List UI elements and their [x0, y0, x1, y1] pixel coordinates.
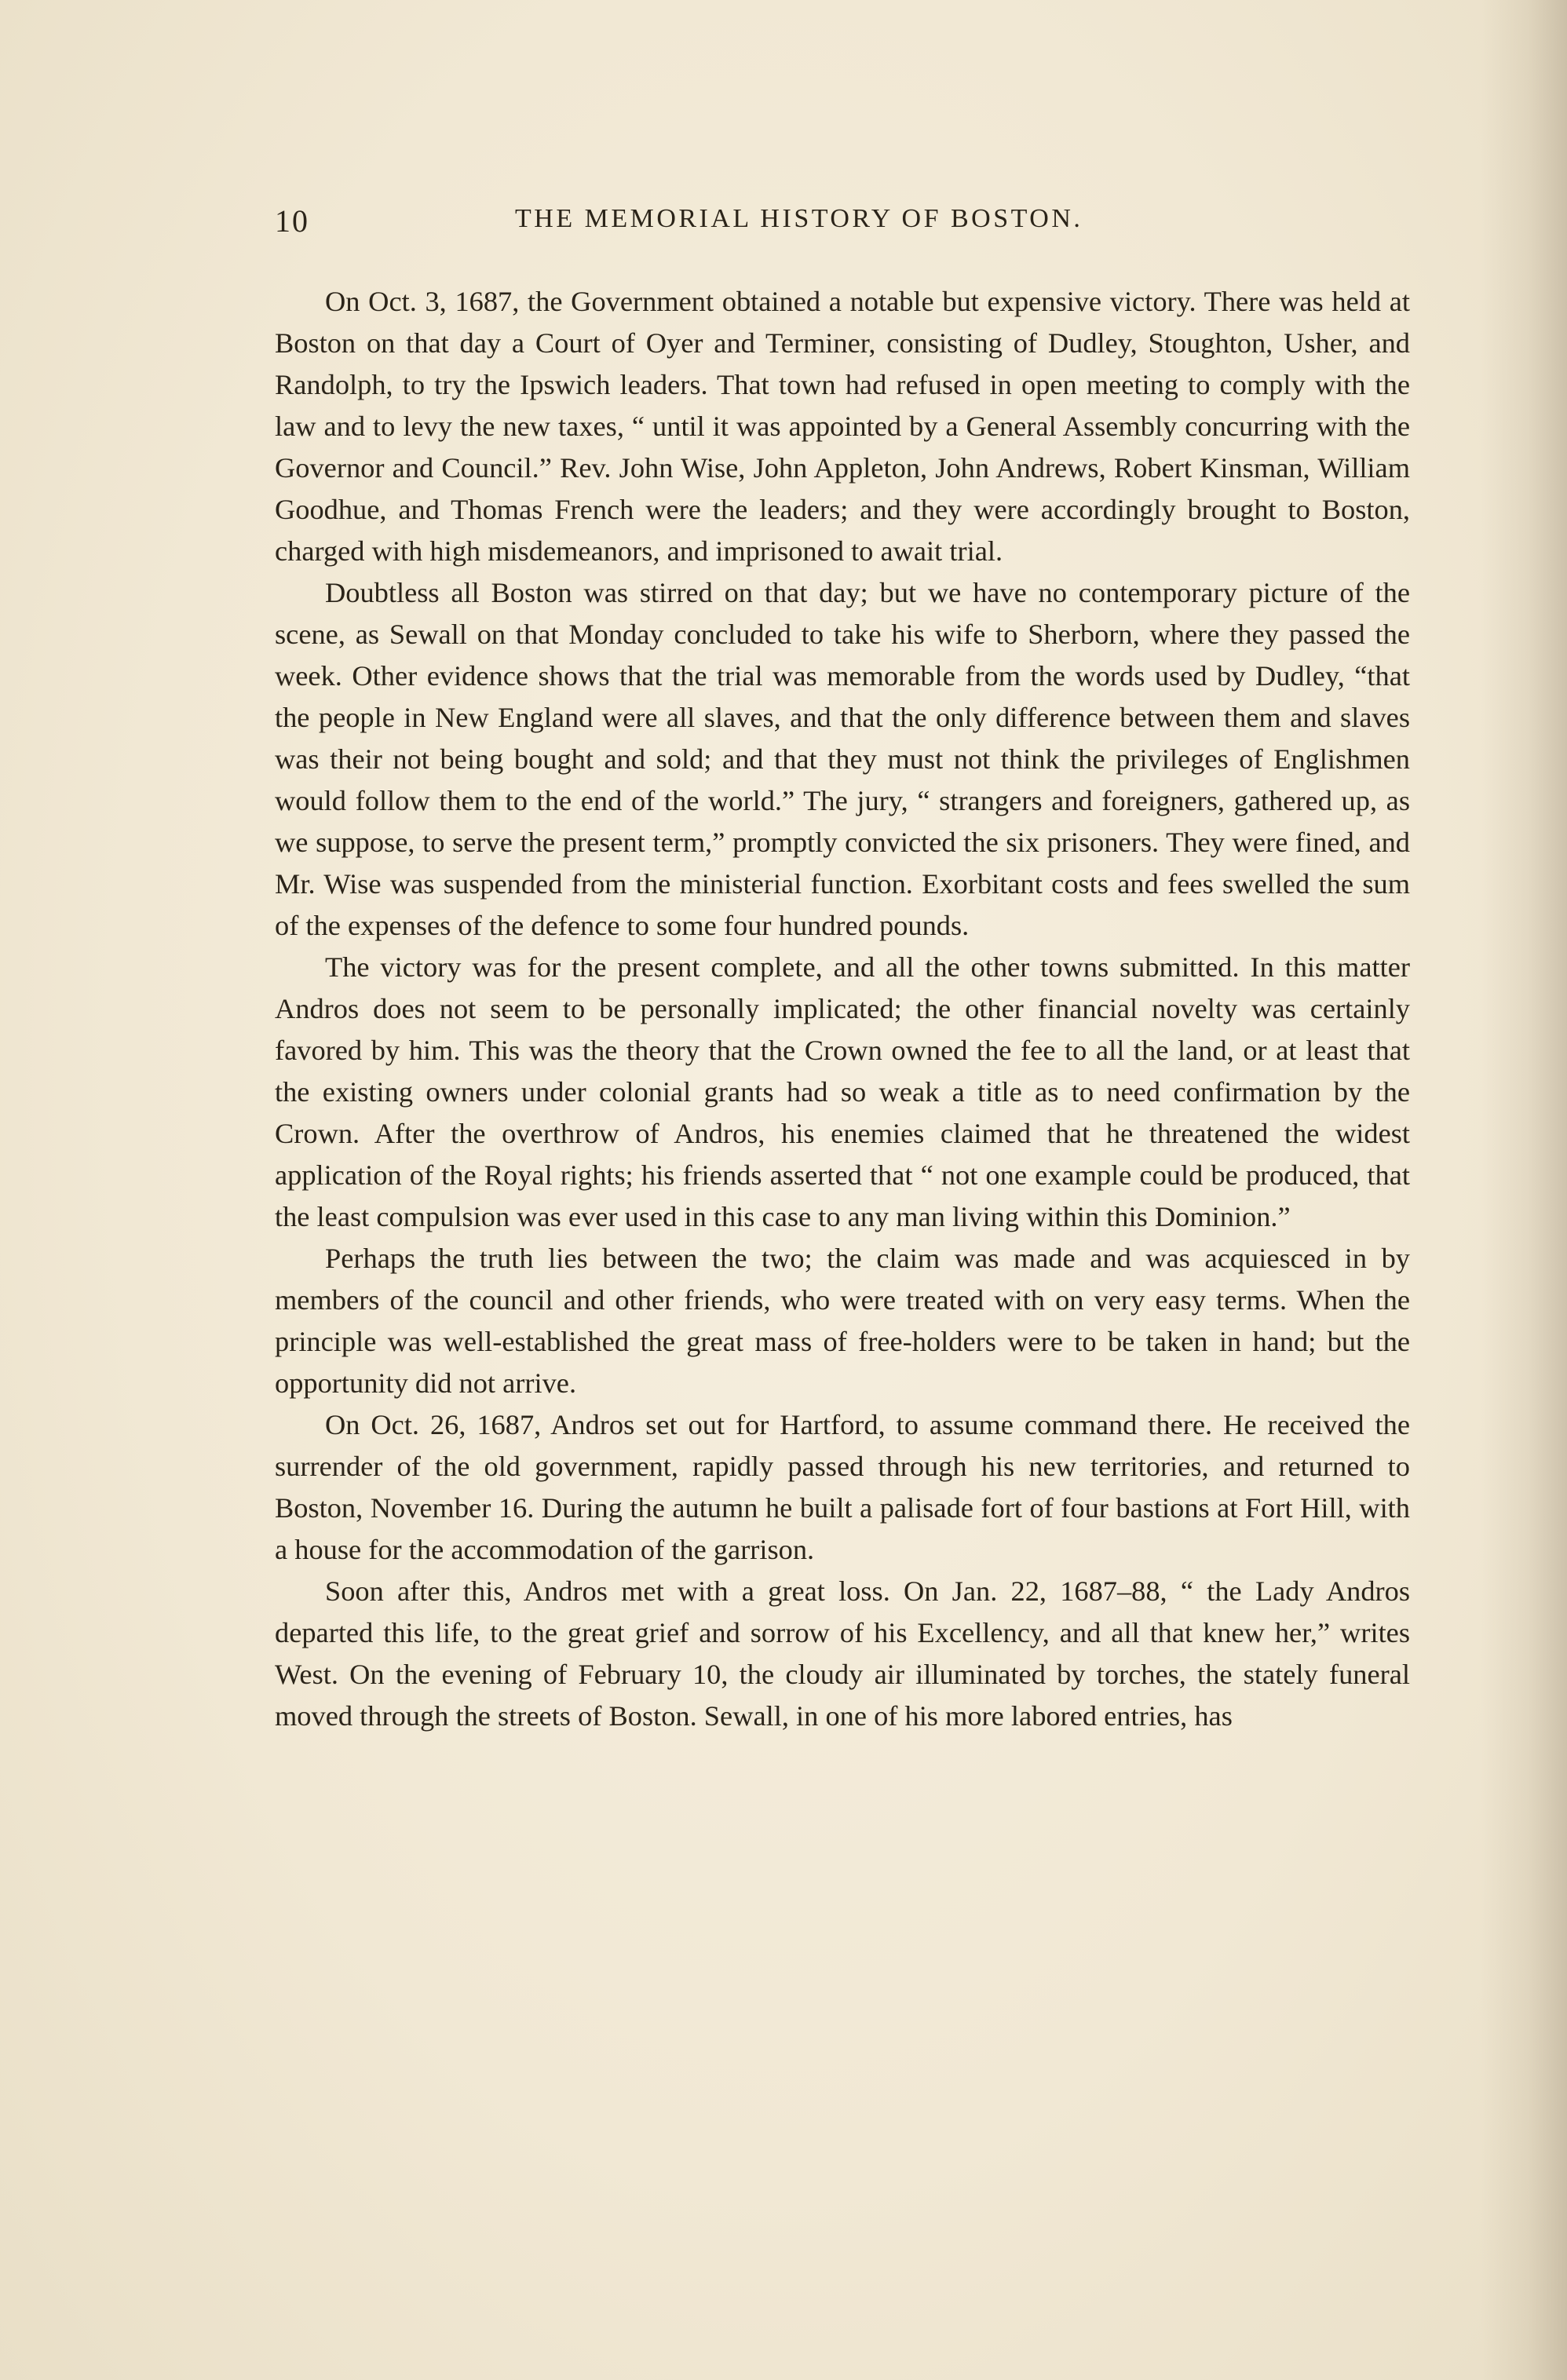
page-edge-shadow	[1481, 0, 1567, 2380]
paragraph: Perhaps the truth lies between the two; the claim was made and was acquiesced in by members of the council and other friends, who were treated with on very easy terms. When the principle was well-established the great mass of free-holders were to be taken in hand; but the opportunity did not arrive.	[275, 1243, 1410, 1399]
running-title: THE MEMORIAL HISTORY OF BOSTON.	[515, 204, 1083, 233]
paragraph: On Oct. 3, 1687, the Government obtained a notable but expensive victory. There was held at Boston on that day a Court of Oyer and Terminer, consisting of Dudley, Stoughton, Usher, and Randolph, to try the Ipswich leaders. That town had refused in open meeting to comply with the law and to levy the new taxes, “ until it was appointed by a General Assembly concurring with the Governor and Council.” Rev. John Wise, John Appleton, John Andrews, Robert Kinsman, William Goodhue, and Thomas French were the leaders; and they were accordingly brought to Boston, charged with high misdemeanors, and imprisoned to await trial.	[275, 286, 1410, 567]
page-number: 10	[275, 203, 309, 239]
paragraph: Doubtless all Boston was stirred on that day; but we have no contemporary picture of the scene, as Sewall on that Monday concluded to take his wife to Sherborn, where they passed the week. Other evidence shows that the trial was memorable from the words used by Dudley, “that the people in New England were all slaves, and that the only difference between them and slaves was their not being bought and sold; and that they must not think the privileges of Englishmen would follow them to the end of the world.” The jury, “ strangers and foreigners, gathered up, as we suppose, to serve the present term,” promptly convicted the six prisoners. They were fined, and Mr. Wise was suspended from the ministerial function. Exorbitant costs and fees swelled the sum of the expenses of the defence to some four hundred pounds.	[275, 577, 1410, 941]
paragraph: The victory was for the present complete, and all the other towns submitted. In this matter Andros does not seem to be personally implicated; the other financial novelty was certainly favored by him. This was the theory that the Crown owned the fee to all the land, or at least that the existing owners under colonial grants had so weak a title as to need confirmation by the Crown. After the overthrow of Andros, his enemies claimed that he threatened the widest application of the Royal rights; his friends asserted that “ not one example could be produced, that the least compulsion was ever used in this case to any man living within this Dominion.”	[275, 951, 1410, 1232]
body-text	[275, 281, 1410, 1737]
page-header	[275, 203, 1410, 243]
paragraph: Soon after this, Andros met with a great loss. On Jan. 22, 1687–88, “ the Lady Andros departed this life, to the great grief and sorrow of his Excellency, and all that knew her,” writes West. On the evening of February 10, the cloudy air illuminated by torches, the stately funeral moved through the streets of Boston. Sewall, in one of his more labored entries, has	[275, 1575, 1410, 1732]
paragraph: On Oct. 26, 1687, Andros set out for Hartford, to assume command there. He received the surrender of the old government, rapidly passed through his new territories, and returned to Boston, November 16. During the autumn he built a palisade fort of four bastions at Fort Hill, with a house for the accommodation of the garrison.	[275, 1409, 1410, 1565]
